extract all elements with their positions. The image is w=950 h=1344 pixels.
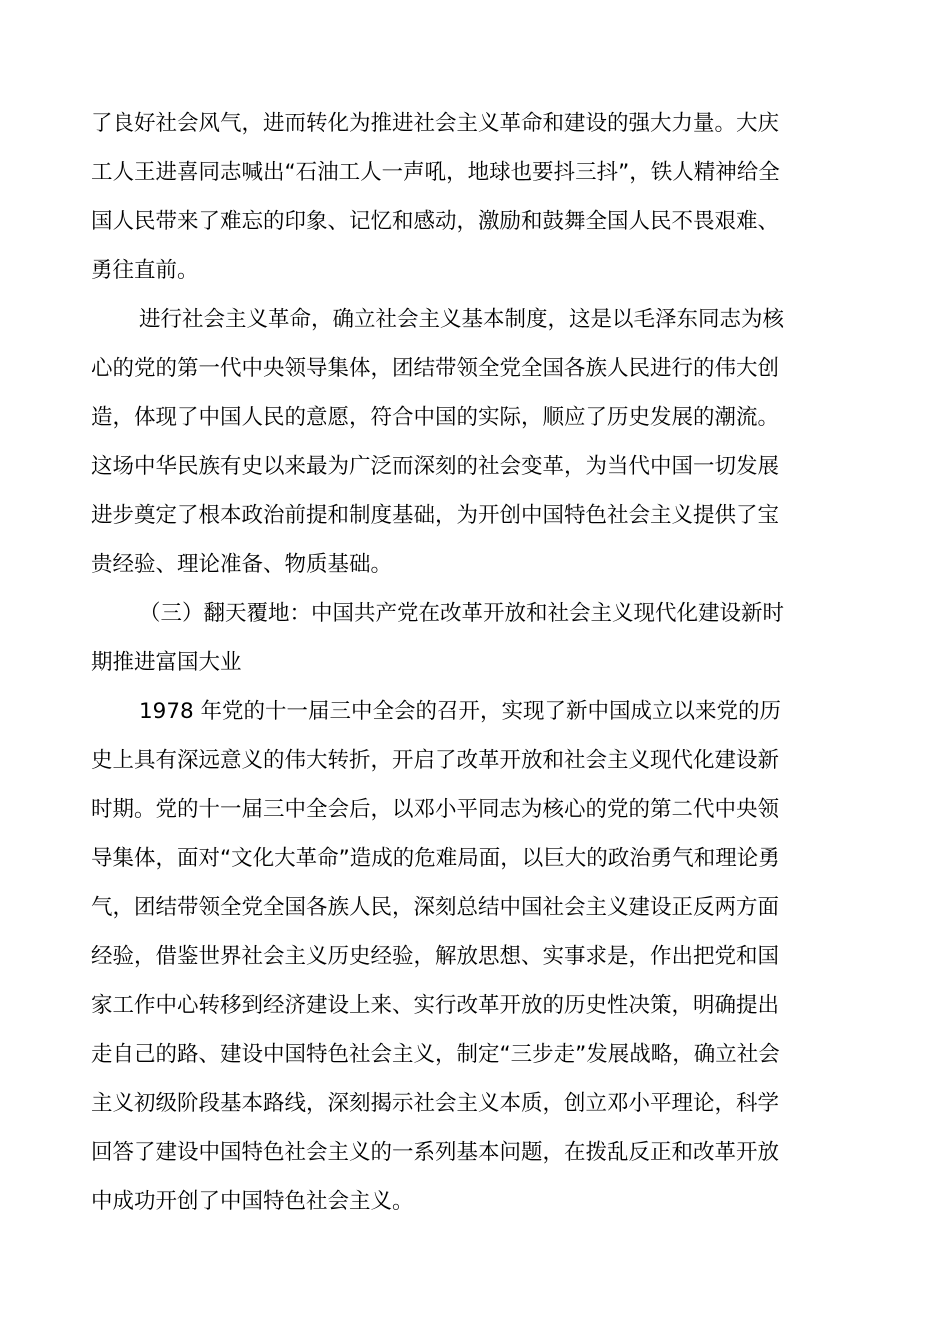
text-line: 中成功开创了中国特色社会主义。 (91, 1189, 414, 1214)
text-line: 气，团结带领全党全国各族人民，深刻总结中国社会主义建设正反两方面 (91, 895, 780, 920)
text-line: 国人民带来了难忘的印象、记忆和感动，激励和鼓舞全国人民不畏艰难、 (91, 209, 780, 234)
text-line: 勇往直前。 (91, 258, 199, 283)
text-line: 走自己的路、建设中国特色社会主义，制定“三步走”发展战略，确立社会 (91, 1042, 780, 1067)
text-line: 主义初级阶段基本路线，深刻揭示社会主义本质，创立邓小平理论，科学 (91, 1091, 780, 1116)
text-line: 工人王进喜同志喊出“石油工人一声吼，地球也要抖三抖”，铁人精神给全 (91, 160, 780, 185)
text-line: 心的党的第一代中央领导集体，团结带领全党全国各族人民进行的伟大创 (91, 356, 780, 381)
text-line: 家工作中心转移到经济建设上来、实行改革开放的历史性决策，明确提出 (91, 993, 780, 1018)
text-line: 史上具有深远意义的伟大转折，开启了改革开放和社会主义现代化建设新 (91, 748, 780, 773)
text-line: 时期。党的十一届三中全会后，以邓小平同志为核心的党的第二代中央领 (91, 797, 780, 822)
paragraph-first-line: 1978 年党的十一届三中全会的召开，实现了新中国成立以来党的历 (139, 699, 782, 724)
text-line: 贵经验、理论准备、物质基础。 (91, 552, 393, 577)
text-line: 了良好社会风气，进而转化为推进社会主义革命和建设的强大力量。大庆 (91, 111, 780, 136)
section-heading-continued: 期推进富国大业 (91, 650, 242, 675)
text-line: 进步奠定了根本政治前提和制度基础，为开创中国特色社会主义提供了宝 (91, 503, 780, 528)
text-line: 导集体，面对“文化大革命”造成的危难局面，以巨大的政治勇气和理论勇 (91, 846, 780, 871)
text-line: 回答了建设中国特色社会主义的一系列基本问题，在拨乱反正和改革开放 (91, 1140, 780, 1165)
text-line: 这场中华民族有史以来最为广泛而深刻的社会变革，为当代中国一切发展 (91, 454, 780, 479)
section-heading: （三）翻天覆地：中国共产党在改革开放和社会主义现代化建设新时 (139, 601, 785, 626)
paragraph-first-line: 进行社会主义革命，确立社会主义基本制度，这是以毛泽东同志为核 (139, 307, 785, 332)
text-line: 造，体现了中国人民的意愿，符合中国的实际，顺应了历史发展的潮流。 (91, 405, 780, 430)
text-line: 经验，借鉴世界社会主义历史经验，解放思想、实事求是，作出把党和国 (91, 944, 780, 969)
